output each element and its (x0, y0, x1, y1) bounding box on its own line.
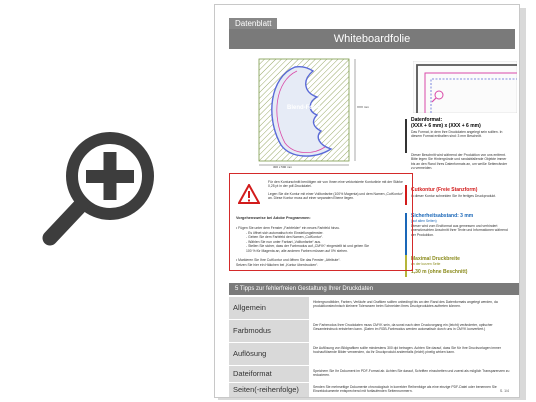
tip-text: Der Farbmodus Ihrer Druckdaten muss CMYK sein, da sonst nach dem Druckvorgang ein (leicht) veränderter, optischer Gesamteindruck entstehen kann. (Daten im RGB-Farbmodus werden automatisch durch uns in CMYK konvertiert.) (313, 323, 493, 332)
procedure-step: • Markieren Sie Ihre CutKontur und öffnen Sie das Fenster „Attribute“. (236, 258, 341, 262)
document-tab: Datenblatt (229, 18, 277, 29)
procedure-title: Vorgehensweise bei Adobe Programmen: (236, 216, 311, 220)
zoom-in-icon[interactable] (40, 128, 158, 256)
procedure-step: • Fügen Sie unter dem Fenster „Farbfelder“ ein neues Farbfeld hinzu. (236, 226, 340, 230)
tip-label: Auflösung (229, 343, 309, 365)
plus-vertical (104, 152, 117, 200)
tip-text: Speichern Sie Ihr Dokument im PDF-Format ab. Achten Sie darauf, Schriften einzubetten und zuerst als möglich Transparenzen zu reduzieren. (313, 369, 510, 378)
tip-text: Hintergrundbilder, Farben, Verläufe und Grafiken sollten unbedingt bis an den Rand des Datenformats angelegt werden, da produktionstechnisch kleinere Toleranzen beim Schneiden Ihres Druckproduktes auftreten können. (313, 300, 498, 309)
procedure-step: - Wählen Sie nun unter Farbart „Volltonfarbe“ aus. (246, 239, 322, 244)
tip-row (229, 383, 519, 398)
procedure-step: - Geben Sie dem Farbfeld den Namen „CutKontur“. (246, 235, 323, 239)
bleed-text: Dieser Beschnitt wird während der Produktion von uns entfernt. Bitte legen Sie Hintergründe und randabfallende Objekte immer bis an den Rand Ihres Datenformats an, um weiße Seitenränder zu vermeiden. (411, 153, 508, 171)
tips-heading: 5 Tipps zur fehlerfreien Gestaltung Ihrer Druckdaten (229, 283, 519, 295)
safety-title: Sicherheitsabstand: 3 mm (411, 213, 474, 219)
diagram-height: XXX mm (357, 105, 369, 109)
warning-box (229, 173, 413, 271)
warning-text-2: Legen Sie die Kontur mit einer Volltonfarbe (100% Magenta) und dem Namen „CutKontur“ an. Diese Kontur muss auf einer separaten Ebene liegen. (268, 192, 403, 201)
tip-row (229, 366, 519, 383)
stroke-title: Maximal Druckbreite (411, 256, 460, 262)
page-number: S. 1/4 (499, 389, 509, 393)
diagram-label: Blend-Form (287, 105, 321, 111)
diagram-width: 300 x 590 mm (273, 165, 293, 169)
procedure-step: 100 % für Magenta an, alle anderen Farben müssen auf 0% stehen. (246, 248, 348, 253)
tip-label: Farbmodus (229, 320, 309, 342)
dataformat-size: (XXX + 6 mm) x (XXX + 6 mm) (411, 123, 481, 129)
tip-text: Die Auflösung von Bildgrafiken sollte mindestens 300 dpi betragen. Achten Sie darauf, dass Sie für Ihre Druckvorlagen immer hochauflösende Bilder verwenden, da Ihr Druckprodukt andernfalls (leicht) pixelig wirken kann. (313, 346, 501, 355)
tip-label: Seiten(-reihenfolge) (229, 383, 309, 397)
magnifier-handle (50, 204, 82, 238)
datasheet-page (214, 4, 520, 398)
corner-detail (413, 61, 517, 113)
tip-label: Allgemein (229, 297, 309, 319)
procedure-step: Setzen Sie hier ein Häkchen bei „Kontur überdrucken“. (236, 262, 319, 267)
tip-row (229, 320, 519, 343)
tip-row (229, 297, 519, 320)
tip-row (229, 343, 519, 366)
dataformat-title: Datenformat: (411, 117, 443, 123)
cut-title: Cutkontur (Freie Stanzform) (411, 187, 478, 193)
document-title: Whiteboardfolie (229, 29, 515, 49)
warning-icon (238, 184, 260, 204)
tip-text: Senden Sie mehrseitige Dokumente chronologisch in korrekter Reihenfolge als eine einzige PDF-Datei oder benennen Sie Einzeldokumente entsprechend mit fortlaufenden Seitennummern. (313, 385, 497, 394)
dataformat-text: Das Format, in dem Ihre Druckdaten angelegt sein sollten. In diesem Format enthalten sind: 3 mm Beschnitt. (411, 130, 503, 139)
procedure-step: - Es öffnet sich automatisch ein Einstellungsfenster. (246, 230, 324, 235)
safety-sub: (auf allen Seiten) (411, 219, 437, 223)
warning-text-1: Für den Konturschnitt benötigen wir von Ihnen eine vektorisierte Konturlinie mit der Stärke 0,25 pt in der pdf-Druckdatei. (268, 180, 403, 189)
stroke-sub: an der kurzen Seite (411, 262, 441, 266)
stroke-value: 1,30 m (ohne Beschnitt) (411, 269, 468, 275)
procedure-step: - Stellen Sie sicher, dass der Farbmodus auf „CMYK“ eingestellt ist und geben Sie (246, 244, 370, 248)
tip-label: Dateiformat (229, 366, 309, 382)
cut-text: in dieser Kontur schneiden Sie Ihr fertiges Druckprodukt. (411, 194, 496, 198)
shape-diagram (255, 57, 385, 169)
safety-text: Dieser wird vom Endformat aus gemessen und verhindert unerwünschten Anschnitt Ihrer Texte und Informationen während der Produktion. (411, 224, 508, 237)
